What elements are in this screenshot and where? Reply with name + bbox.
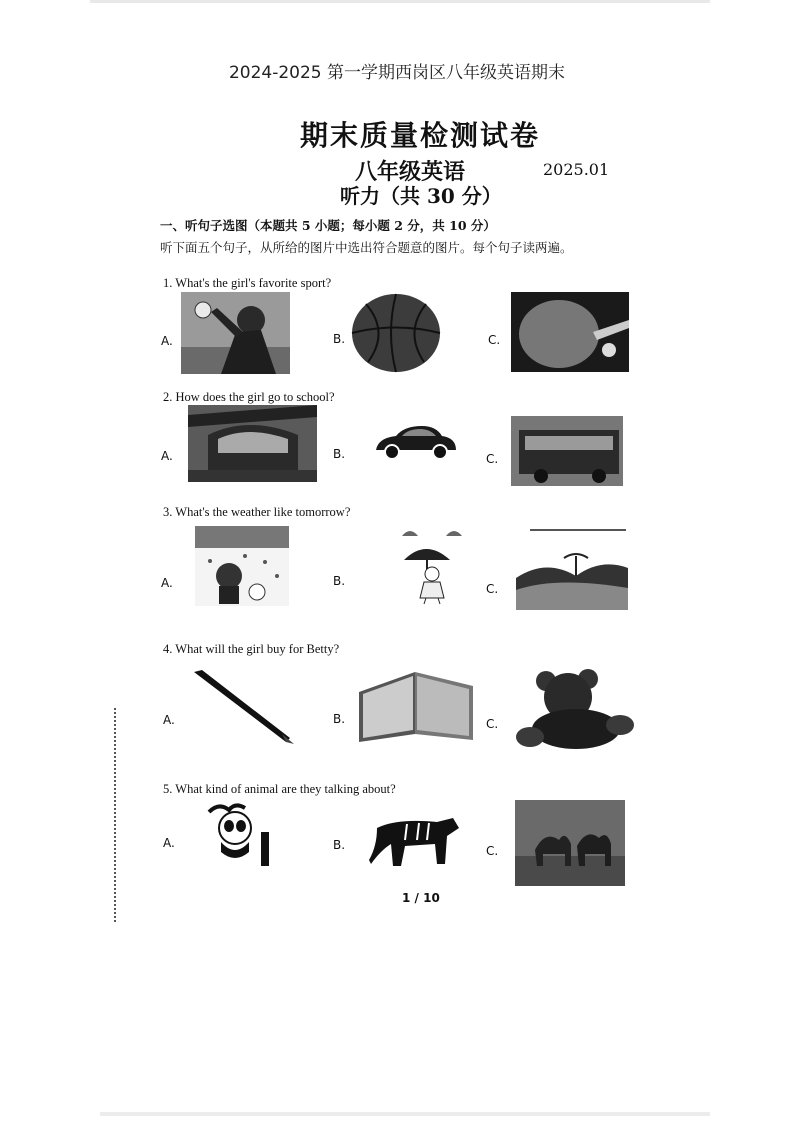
camels-picture [515,800,625,886]
q5-option-c-label: C. [486,844,499,858]
sunny-day-picture [516,528,628,610]
page-edge-top [90,0,710,3]
section-title: 一、听句子选图（本题共 5 小题；每小题 2 分，共 10 分） [160,218,496,233]
q5-option-a-label: A. [163,836,175,850]
exam-title: 期末质量检测试卷 [299,119,540,152]
q2-option-a-label: A. [161,449,173,463]
question-3: 3. What's the weather like tomorrow? [163,505,351,519]
listening-heading: 听力（共 30 分） [340,184,502,208]
subway-train-picture [188,405,317,482]
q5-option-b-label: B. [333,838,346,852]
snowy-day-picture [195,526,289,606]
q3-option-a-label: A. [161,576,173,590]
rainy-day-picture [396,526,468,606]
section-instruction: 听下面五个句子，从所给的图片中选出符合题意的图片。每个句子读两遍。 [160,240,573,255]
q2-option-b-label: B. [333,447,346,461]
q4-option-b-label: B. [333,712,346,726]
book-picture [357,662,475,742]
exam-subtitle: 八年级英语 [355,159,466,185]
question-2: 2. How does the girl go to school? [163,390,335,404]
binding-margin-line [114,708,119,922]
question-4: 4. What will the girl buy for Betty? [163,642,340,656]
pen-picture [192,668,294,744]
ping-pong-paddle-picture [511,292,629,372]
question-5: 5. What kind of animal are they talking about? [163,782,396,796]
page-number: 1 / 10 [402,891,440,905]
question-1: 1. What's the girl's favorite sport? [163,276,332,290]
q3-option-b-label: B. [333,574,346,588]
page-edge-bottom [100,1112,710,1116]
q3-option-c-label: C. [486,582,499,596]
panda-picture [205,802,275,866]
q4-option-c-label: C. [486,717,499,731]
q1-option-c-label: C. [488,333,501,347]
volleyball-player-picture [181,292,290,374]
q1-option-b-label: B. [333,332,346,346]
q1-option-a-label: A. [161,334,173,348]
car-picture [372,424,458,462]
bus-picture [511,416,623,486]
document-header: 2024-2025 第一学期西岗区八年级英语期末 [228,63,566,83]
exam-date: 2025.01 [543,160,610,179]
tiger-picture [367,810,465,872]
basketball-picture [350,292,442,374]
teddy-bear-picture [516,667,634,751]
q4-option-a-label: A. [163,713,175,727]
q2-option-c-label: C. [486,452,499,466]
